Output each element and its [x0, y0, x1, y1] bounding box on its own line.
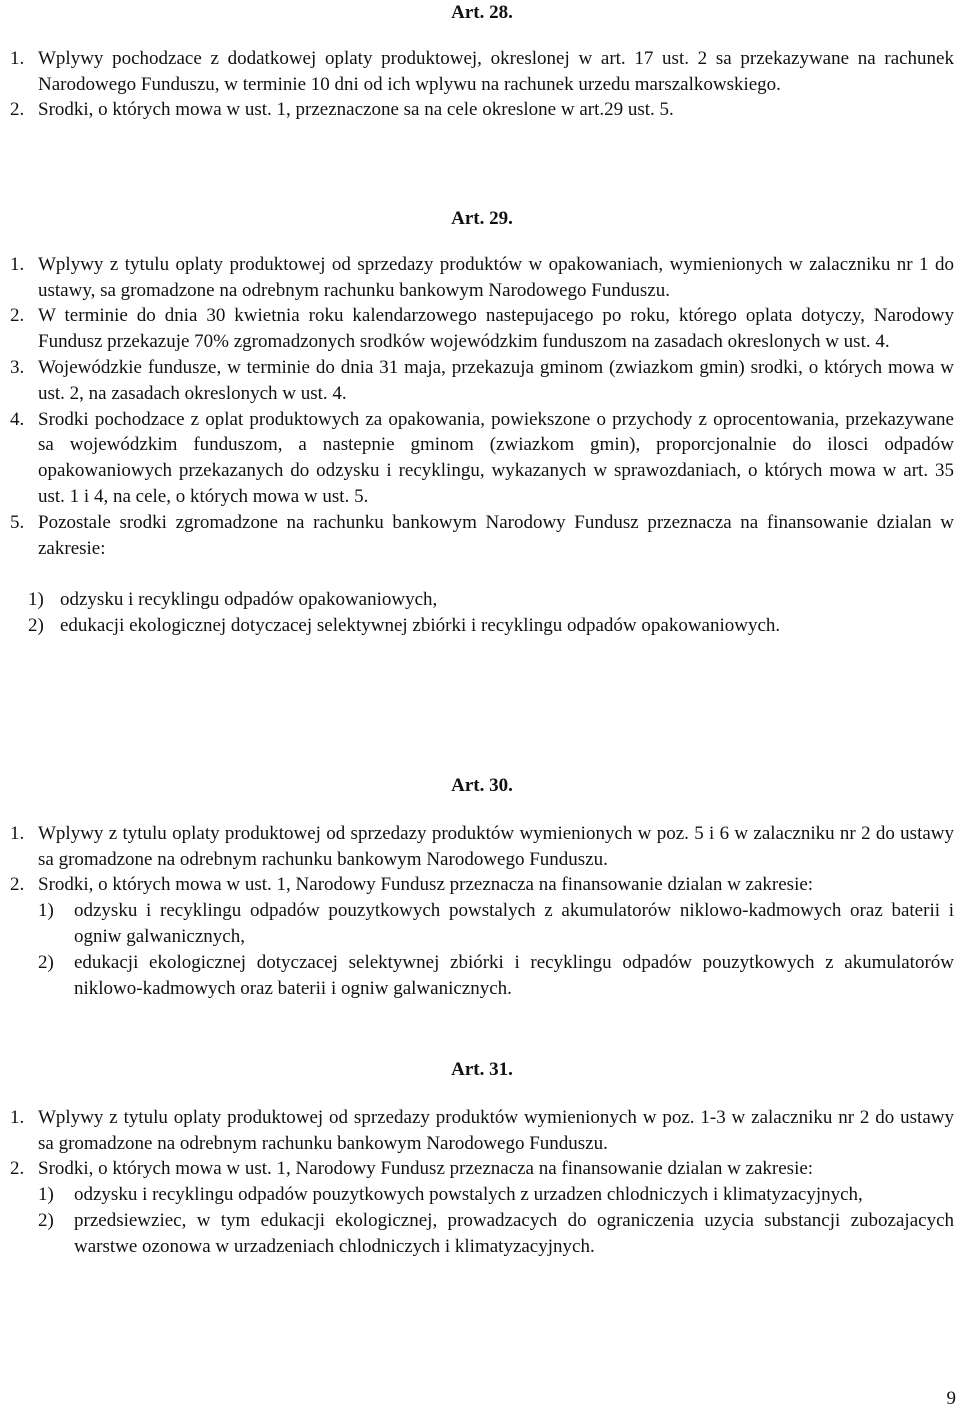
list-item — [10, 1182, 954, 1208]
paragraph-number: 1. — [10, 253, 25, 275]
paragraph-text: Wplywy pochodzace z dodatkowej oplaty produktowej, okreslonej w art. 17 ust. 2 sa przekazywane na rachunek Narodowego Funduszu, w terminie 10 dni od ich wplywu na rachunek urzedu marszalkowskiego. — [38, 47, 954, 95]
paragraph-text: Wojewódzkie fundusze, w terminie do dnia 31 maja, przekazuja gminom (zwiazkom gmin) srodki, o których mowa w ust. 2, na zasadach okreslonych w ust. 4. — [38, 356, 954, 404]
paragraph-number: 2. — [10, 1158, 25, 1180]
paragraph-number: 1. — [10, 822, 25, 844]
paragraph-number: 2. — [10, 874, 25, 896]
list-item — [10, 587, 954, 613]
list-item-text: edukacji ekologicznej dotyczacej selektywnej zbiórki i recyklingu odpadów opakowaniowych. — [60, 615, 781, 637]
list-item — [10, 1208, 954, 1260]
list-item-number: 1) — [38, 1184, 54, 1206]
article-title: Art. 31. — [451, 1059, 513, 1080]
paragraph — [10, 1156, 954, 1182]
paragraph-text: Srodki, o których mowa w ust. 1, Narodowy Fundusz przeznacza na finansowanie dzialan w zakresie: — [38, 1158, 814, 1180]
paragraph — [10, 1105, 954, 1157]
paragraph-number: 5. — [10, 511, 25, 533]
paragraph — [10, 303, 954, 355]
list-item — [10, 898, 954, 950]
list-item-text: edukacji ekologicznej dotyczacej selektywnej zbiórki i recyklingu odpadów pouzytkowych z akumulatorów niklowo-kadmowych oraz baterii i ogniw galwanicznych. — [74, 951, 954, 999]
article-29 — [10, 206, 954, 639]
paragraph-text: Srodki, o których mowa w ust. 1, Narodowy Fundusz przeznacza na finansowanie dzialan w zakresie: — [38, 874, 814, 896]
list-item-text: odzysku i recyklingu odpadów opakowaniowych, — [60, 589, 438, 611]
paragraph — [10, 355, 954, 407]
list-item-number: 1) — [38, 900, 54, 922]
paragraph-number: 2. — [10, 99, 25, 121]
list-item-number: 1) — [28, 589, 44, 611]
list-item-number: 2) — [38, 951, 54, 973]
paragraph-text: Pozostale srodki zgromadzone na rachunku bankowym Narodowy Fundusz przeznacza na finansowanie dzialan w zakresie: — [38, 511, 954, 559]
paragraph-number: 3. — [10, 356, 25, 378]
list-item-text: odzysku i recyklingu odpadów pouzytkowych powstalych z urzadzen chlodniczych i klimatyzacyjnych, — [74, 1184, 863, 1206]
list-item — [10, 950, 954, 1002]
paragraph — [10, 407, 954, 510]
paragraph — [10, 97, 954, 123]
list-item-number: 2) — [28, 615, 44, 637]
paragraph-text: Wplywy z tytulu oplaty produktowej od sprzedazy produktów wymienionych w poz. 5 i 6 w zalaczniku nr 2 do ustawy sa gromadzone na odrebnym rachunku bankowym Narodowego Funduszu. — [38, 822, 954, 870]
paragraph-number: 4. — [10, 408, 25, 430]
paragraph-text: Wplywy z tytulu oplaty produktowej od sprzedazy produktów w opakowaniach, wymienionych w zalaczniku nr 1 do ustawy, sa gromadzone na odrebnym rachunku bankowym Narodowego Funduszu. — [38, 253, 954, 301]
paragraph-text: Srodki pochodzace z oplat produktowych za opakowania, powiekszone o przychody z oprocentowania, przekazywane sa wojewódzkim funduszom, a nastepnie gminom (zwiazkom gmin), proporcjonalnie do ilosci odpadów opakowaniowych przekazanych do odzysku i recyklingu, wykazanych w sprawozdaniach, o których mowa w art. 35 ust. 1 i 4, na cele, o których mowa w ust. 5. — [38, 408, 954, 507]
article-title: Art. 30. — [451, 775, 513, 796]
list-item — [10, 613, 954, 639]
paragraph — [10, 821, 954, 873]
paragraph — [10, 252, 954, 304]
paragraph-number: 1. — [10, 1106, 25, 1128]
article-30 — [10, 773, 954, 1001]
paragraph-number: 2. — [10, 305, 25, 327]
paragraph — [10, 46, 954, 98]
list-item-text: przedsiewziec, w tym edukacji ekologicznej, prowadzacych do ograniczenia uzycia substancji zubozajacych warstwe ozonowa w urzadzeniach chlodniczych i klimatyzacyjnych. — [74, 1209, 954, 1257]
paragraph — [10, 510, 954, 562]
article-31 — [10, 1057, 954, 1260]
paragraph-number: 1. — [10, 47, 25, 69]
list-item-text: odzysku i recyklingu odpadów pouzytkowych powstalych z akumulatorów niklowo-kadmowych oraz baterii i ogniw galwanicznych, — [74, 900, 954, 947]
paragraph — [10, 872, 954, 898]
paragraph-text: Wplywy z tytulu oplaty produktowej od sprzedazy produktów wymienionych w poz. 1-3 w zalaczniku nr 2 do ustawy sa gromadzone na odrebnym rachunku bankowym Narodowego Funduszu. — [38, 1106, 954, 1154]
article-title: Art. 29. — [451, 208, 513, 229]
paragraph-text: Srodki, o których mowa w ust. 1, przeznaczone sa na cele okreslone w art.29 ust. 5. — [38, 99, 674, 121]
page-number: 9 — [946, 1388, 956, 1409]
paragraph-text: W terminie do dnia 30 kwietnia roku kalendarzowego nastepujacego po roku, którego oplata dotyczy, Narodowy Fundusz przekazuje 70% zgromadzonych srodków wojewódzkim funduszom na zasadach okreslonych w ust. 4. — [38, 305, 954, 353]
article-title: Art. 28. — [451, 2, 513, 23]
article-28 — [10, 0, 954, 123]
list-item-number: 2) — [38, 1209, 54, 1231]
